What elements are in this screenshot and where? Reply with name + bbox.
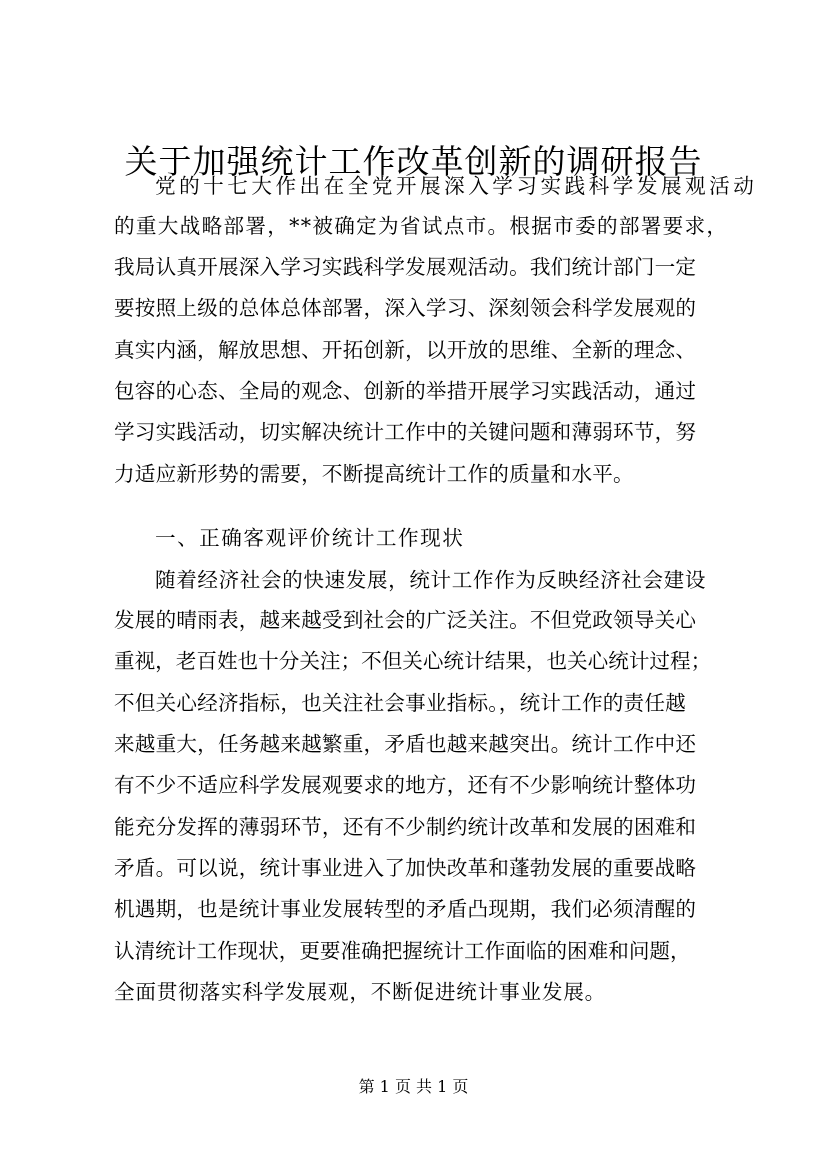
paragraph-line: 矛盾。可以说，统计事业进入了加快改革和蓬勃发展的重要战略 [114,856,697,880]
document-title: 关于加强统计工作改革创新的调研报告 [124,142,703,181]
paragraph-line: 力适应新形势的需要，不断提高统计工作的质量和水平。 [114,462,634,486]
paragraph-line: 全面贯彻落实科学发展观，不断促进统计事业发展。 [114,980,607,1004]
paragraph-line: 认清统计工作现状，更要准确把握统计工作面临的困难和问题， [114,939,691,963]
paragraph-line: 的重大战略部署，**被确定为省试点市。根据市委的部署要求， [114,214,729,238]
paragraph-line: 包容的心态、全局的观念、创新的举措开展学习实践活动，通过 [114,379,697,403]
paragraph-line: 来越重大，任务越来越繁重，矛盾也越来越突出。统计工作中还 [114,732,697,756]
paragraph-line: 学习实践活动，切实解决统计工作中的关键问题和薄弱环节，努 [114,420,697,444]
paragraph-line: 党的十七大作出在全党开展深入学习实践科学发展观活动 [155,174,758,198]
paragraph-line: 不但关心经济指标，也关注社会事业指标。，统计工作的责任越 [114,691,686,715]
paragraph-line: 真实内涵，解放思想、开拓创新，以开放的思维、全新的理念、 [114,338,697,362]
paragraph-line: 能充分发挥的薄弱环节，还有不少制约统计改革和发展的困难和 [114,815,697,839]
paragraph-line: 机遇期，也是统计事业发展转型的矛盾凸现期，我们必须清醒的 [114,897,697,921]
paragraph-line: 发展的晴雨表，越来越受到社会的广泛关注。不但党政领导关心 [114,608,697,632]
paragraph-line: 重视，老百姓也十分关注；不但关心统计结果，也关心统计过程； [114,649,712,673]
paragraph-line: 随着经济社会的快速发展，统计工作作为反映经济社会建设 [155,568,707,592]
paragraph-line: 要按照上级的总体总体部署，深入学习、深刻领会科学发展观的 [114,296,697,320]
paragraph-line: 有不少不适应科学发展观要求的地方，还有不少影响统计整体功 [114,773,697,797]
section-heading: 一、正确客观评价统计工作现状 [155,526,465,550]
paragraph-line: 我局认真开展深入学习实践科学发展观活动。我们统计部门一定 [114,255,697,279]
page-number-footer: 第 1 页 共 1 页 [358,1077,469,1096]
